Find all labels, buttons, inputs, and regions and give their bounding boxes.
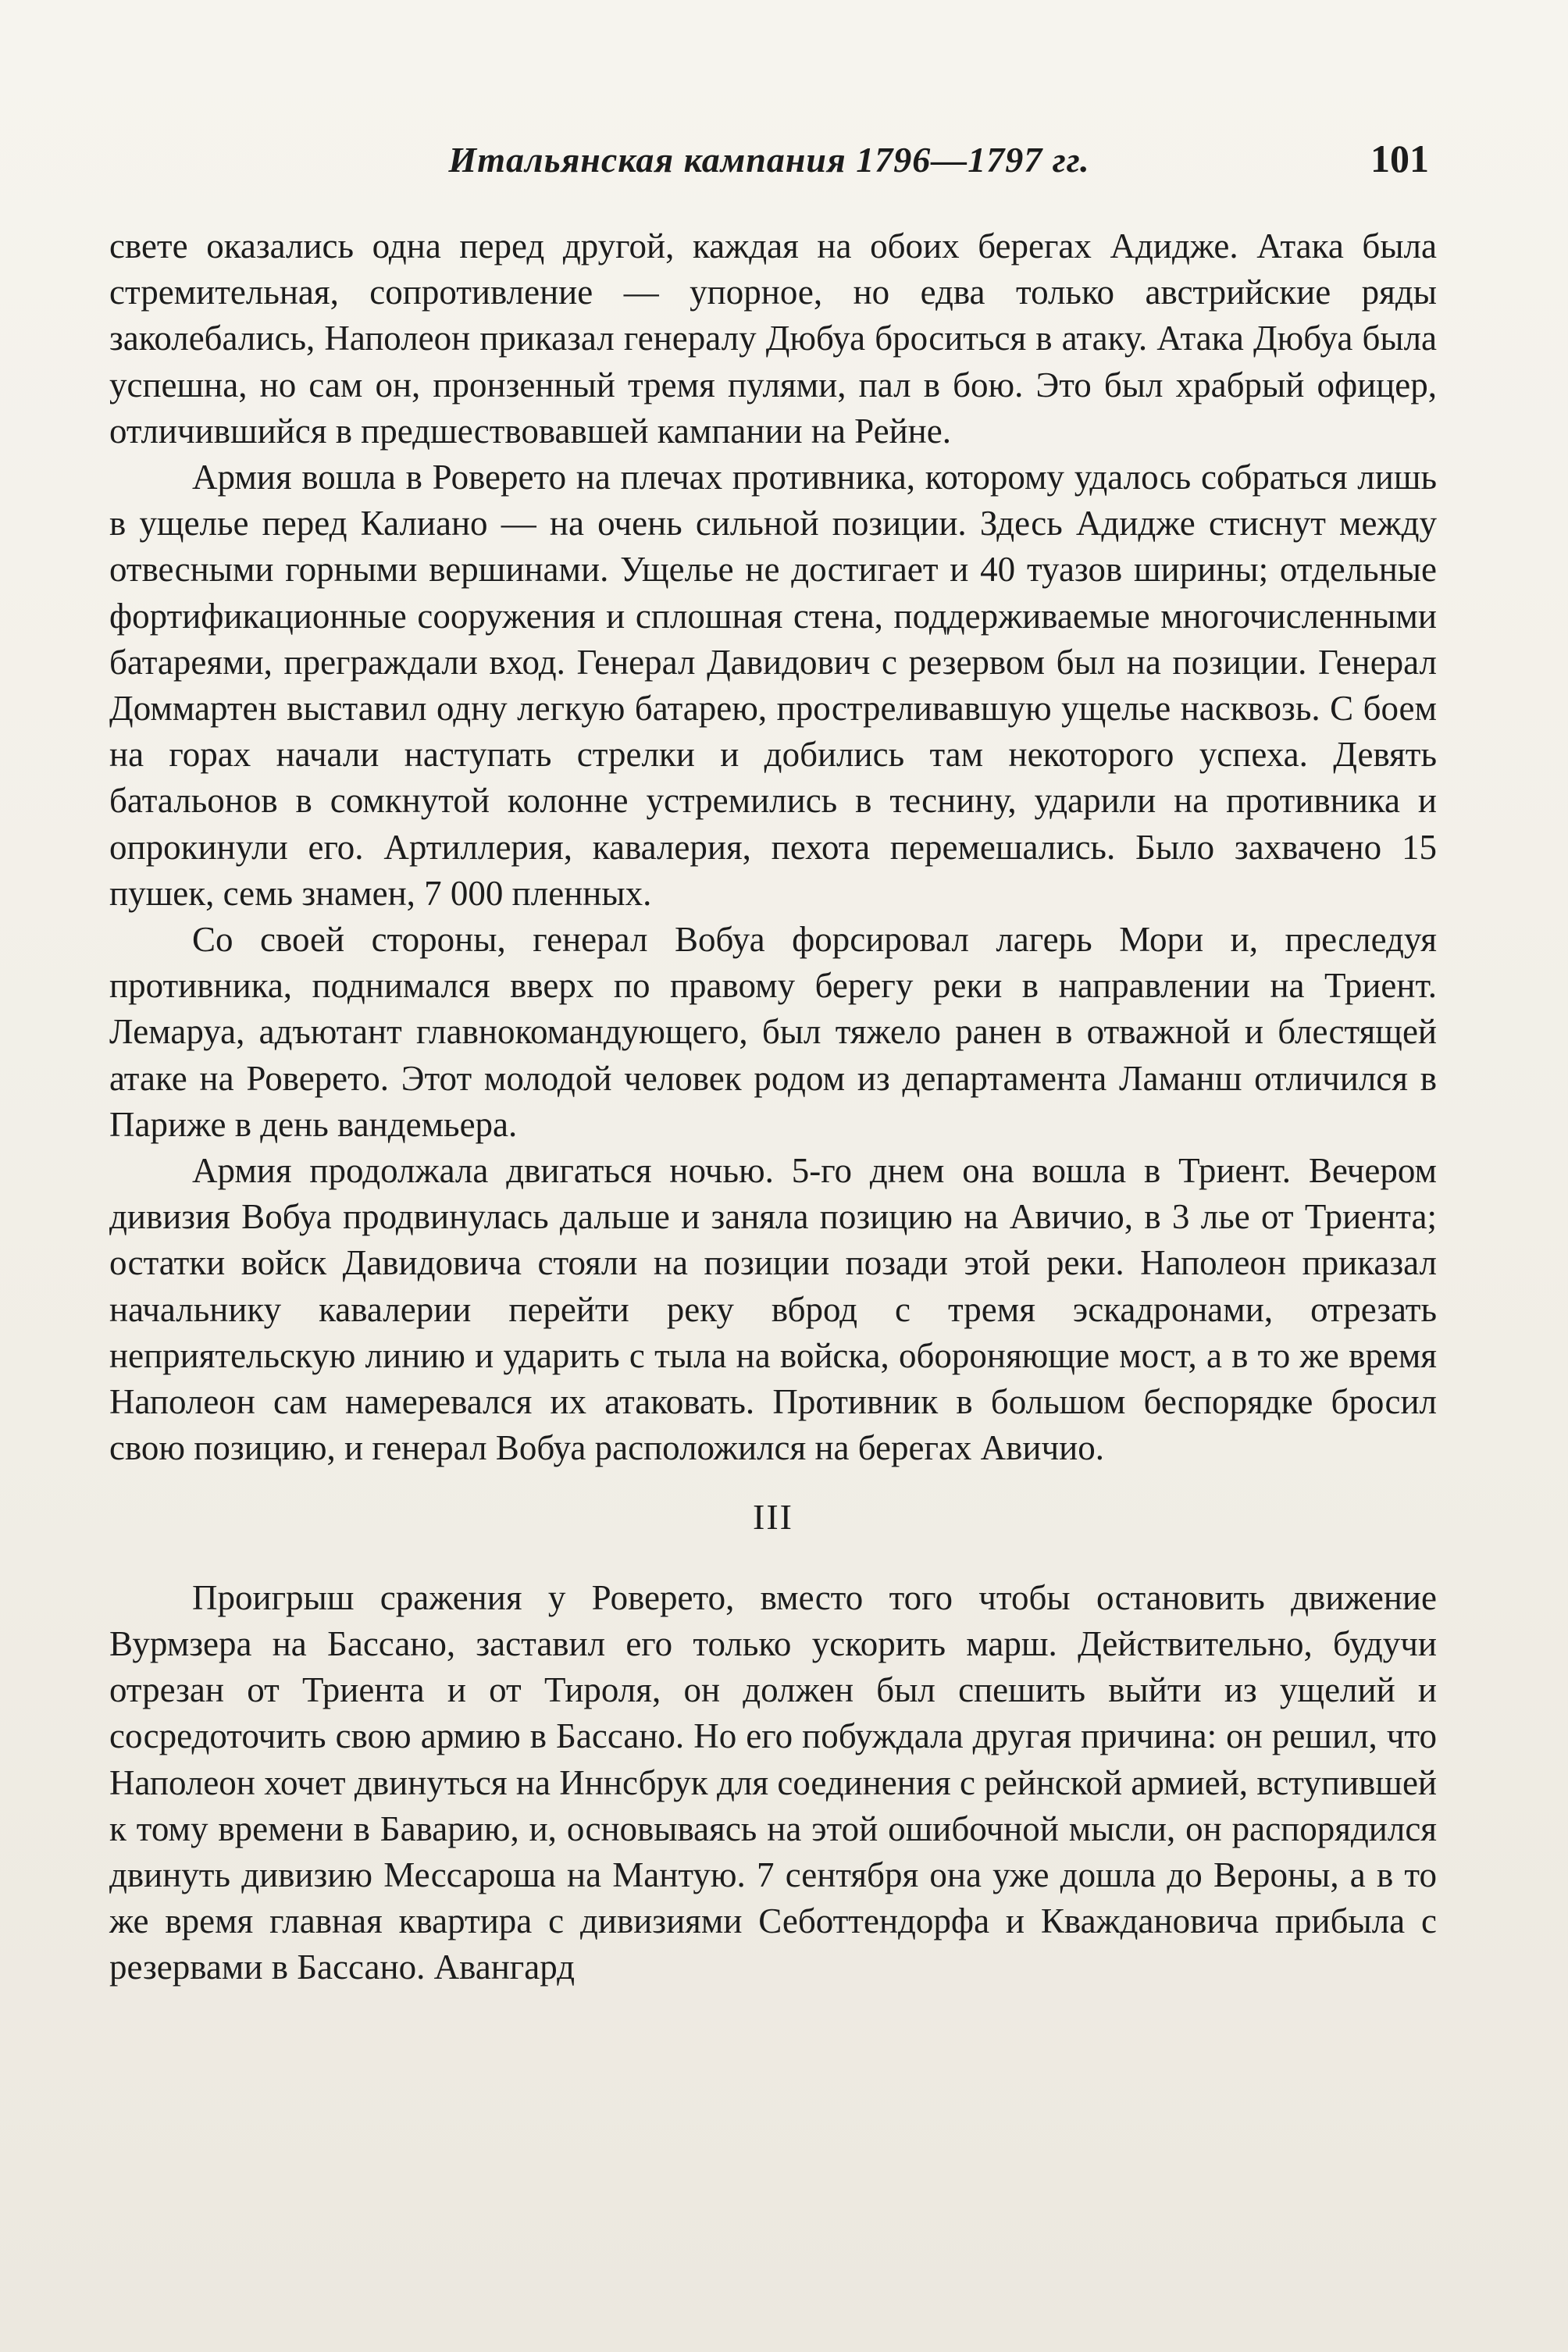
body-text bbox=[109, 223, 1437, 1991]
paragraph-1: свете оказались одна перед другой, каждая на обоих берегах Адидже. Атака была стремительная, сопротивление — упорное, но едва только австрийские ряды заколебались, Наполеон приказал генералу Дюбуа броситься в атаку. Атака Дюбуа была успешна, но сам он, пронзенный тремя пулями, пал в бою. Это был храбрый офицер, отличившийся в предшествовавшей кампании на Рейне. bbox=[109, 226, 1437, 451]
running-head: Итальянская кампания 1796—1797 гг. bbox=[448, 140, 1090, 180]
page-header bbox=[109, 139, 1429, 186]
paragraph-2: Армия вошла в Роверето на плечах противника, которому удалось собраться лишь в ущелье перед Калиано — на очень сильной позиции. Здесь Адидже стиснут между отвесными горными вершинами. Ущелье не достигает и 40 туазов ширины; отдельные фортификационные сооружения и сплошная стена, поддерживаемые многочисленными батареями, преграждали вход. Генерал Давидович с резервом был на позиции. Генерал Доммартен выставил одну легкую батарею, простреливавшую ущелье насквозь. С боем на горах начали наступать стрелки и добились там некоторого успеха. Девять батальонов в сомкнутой колонне устремились в теснину, ударили на противника и опрокинули его. Артиллерия, кавалерия, пехота перемешались. Было захвачено 15 пушек, семь знамен, 7 000 пленных. bbox=[109, 458, 1437, 913]
page-number: 101 bbox=[1370, 137, 1429, 180]
section-paragraph-1: Проигрыш сражения у Роверето, вместо того чтобы остановить движение Вурмзера на Бассано, заставил его только ускорить марш. Действительно, будучи отрезан от Триента и от Тироля, он должен был спешить выйти из ущелий и сосредоточить свою армию в Бассано. Но его побуждала другая причина: он решил, что Наполеон хочет двинуться на Иннсбрук для соединения с рейнской армией, вступившей к тому времени в Баварию, и, основываясь на этой ошибочной мысли, он распорядился двинуть дивизию Мессароша на Мантую. 7 сентября она уже дошла до Вероны, а в то же время главная квартира с дивизиями Себоттендорфа и Кваждановича прибыла с резервами в Бассано. Авангард bbox=[109, 1577, 1437, 1987]
paragraph-3: Со своей стороны, генерал Вобуа форсировал лагерь Мори и, преследуя противника, поднимался вверх по правому берегу реки в направлении на Триент. Лемаруа, адъютант главнокомандующего, был тяжело ранен в отважной и блестящей атаке на Роверето. Этот молодой человек родом из департамента Ламанш отличился в Париже в день вандемьера. bbox=[109, 920, 1437, 1144]
paragraph-4: Армия продолжала двигаться ночью. 5-го днем она вошла в Триент. Вечером дивизия Вобуа продвинулась дальше и заняла позицию на Авичио, в 3 лье от Триента; остатки войск Давидовича стояли на позиции позади этой реки. Наполеон приказал начальнику кавалерии перейти реку вброд с тремя эскадронами, отрезать неприятельскую линию и ударить с тыла на войска, обороняющие мост, а в то же время Наполеон сам намеревался их атаковать. Противник в большом беспорядке бросил свою позицию, и генерал Вобуа расположился на берегах Авичио. bbox=[109, 1151, 1437, 1468]
section-heading: III bbox=[753, 1497, 793, 1538]
